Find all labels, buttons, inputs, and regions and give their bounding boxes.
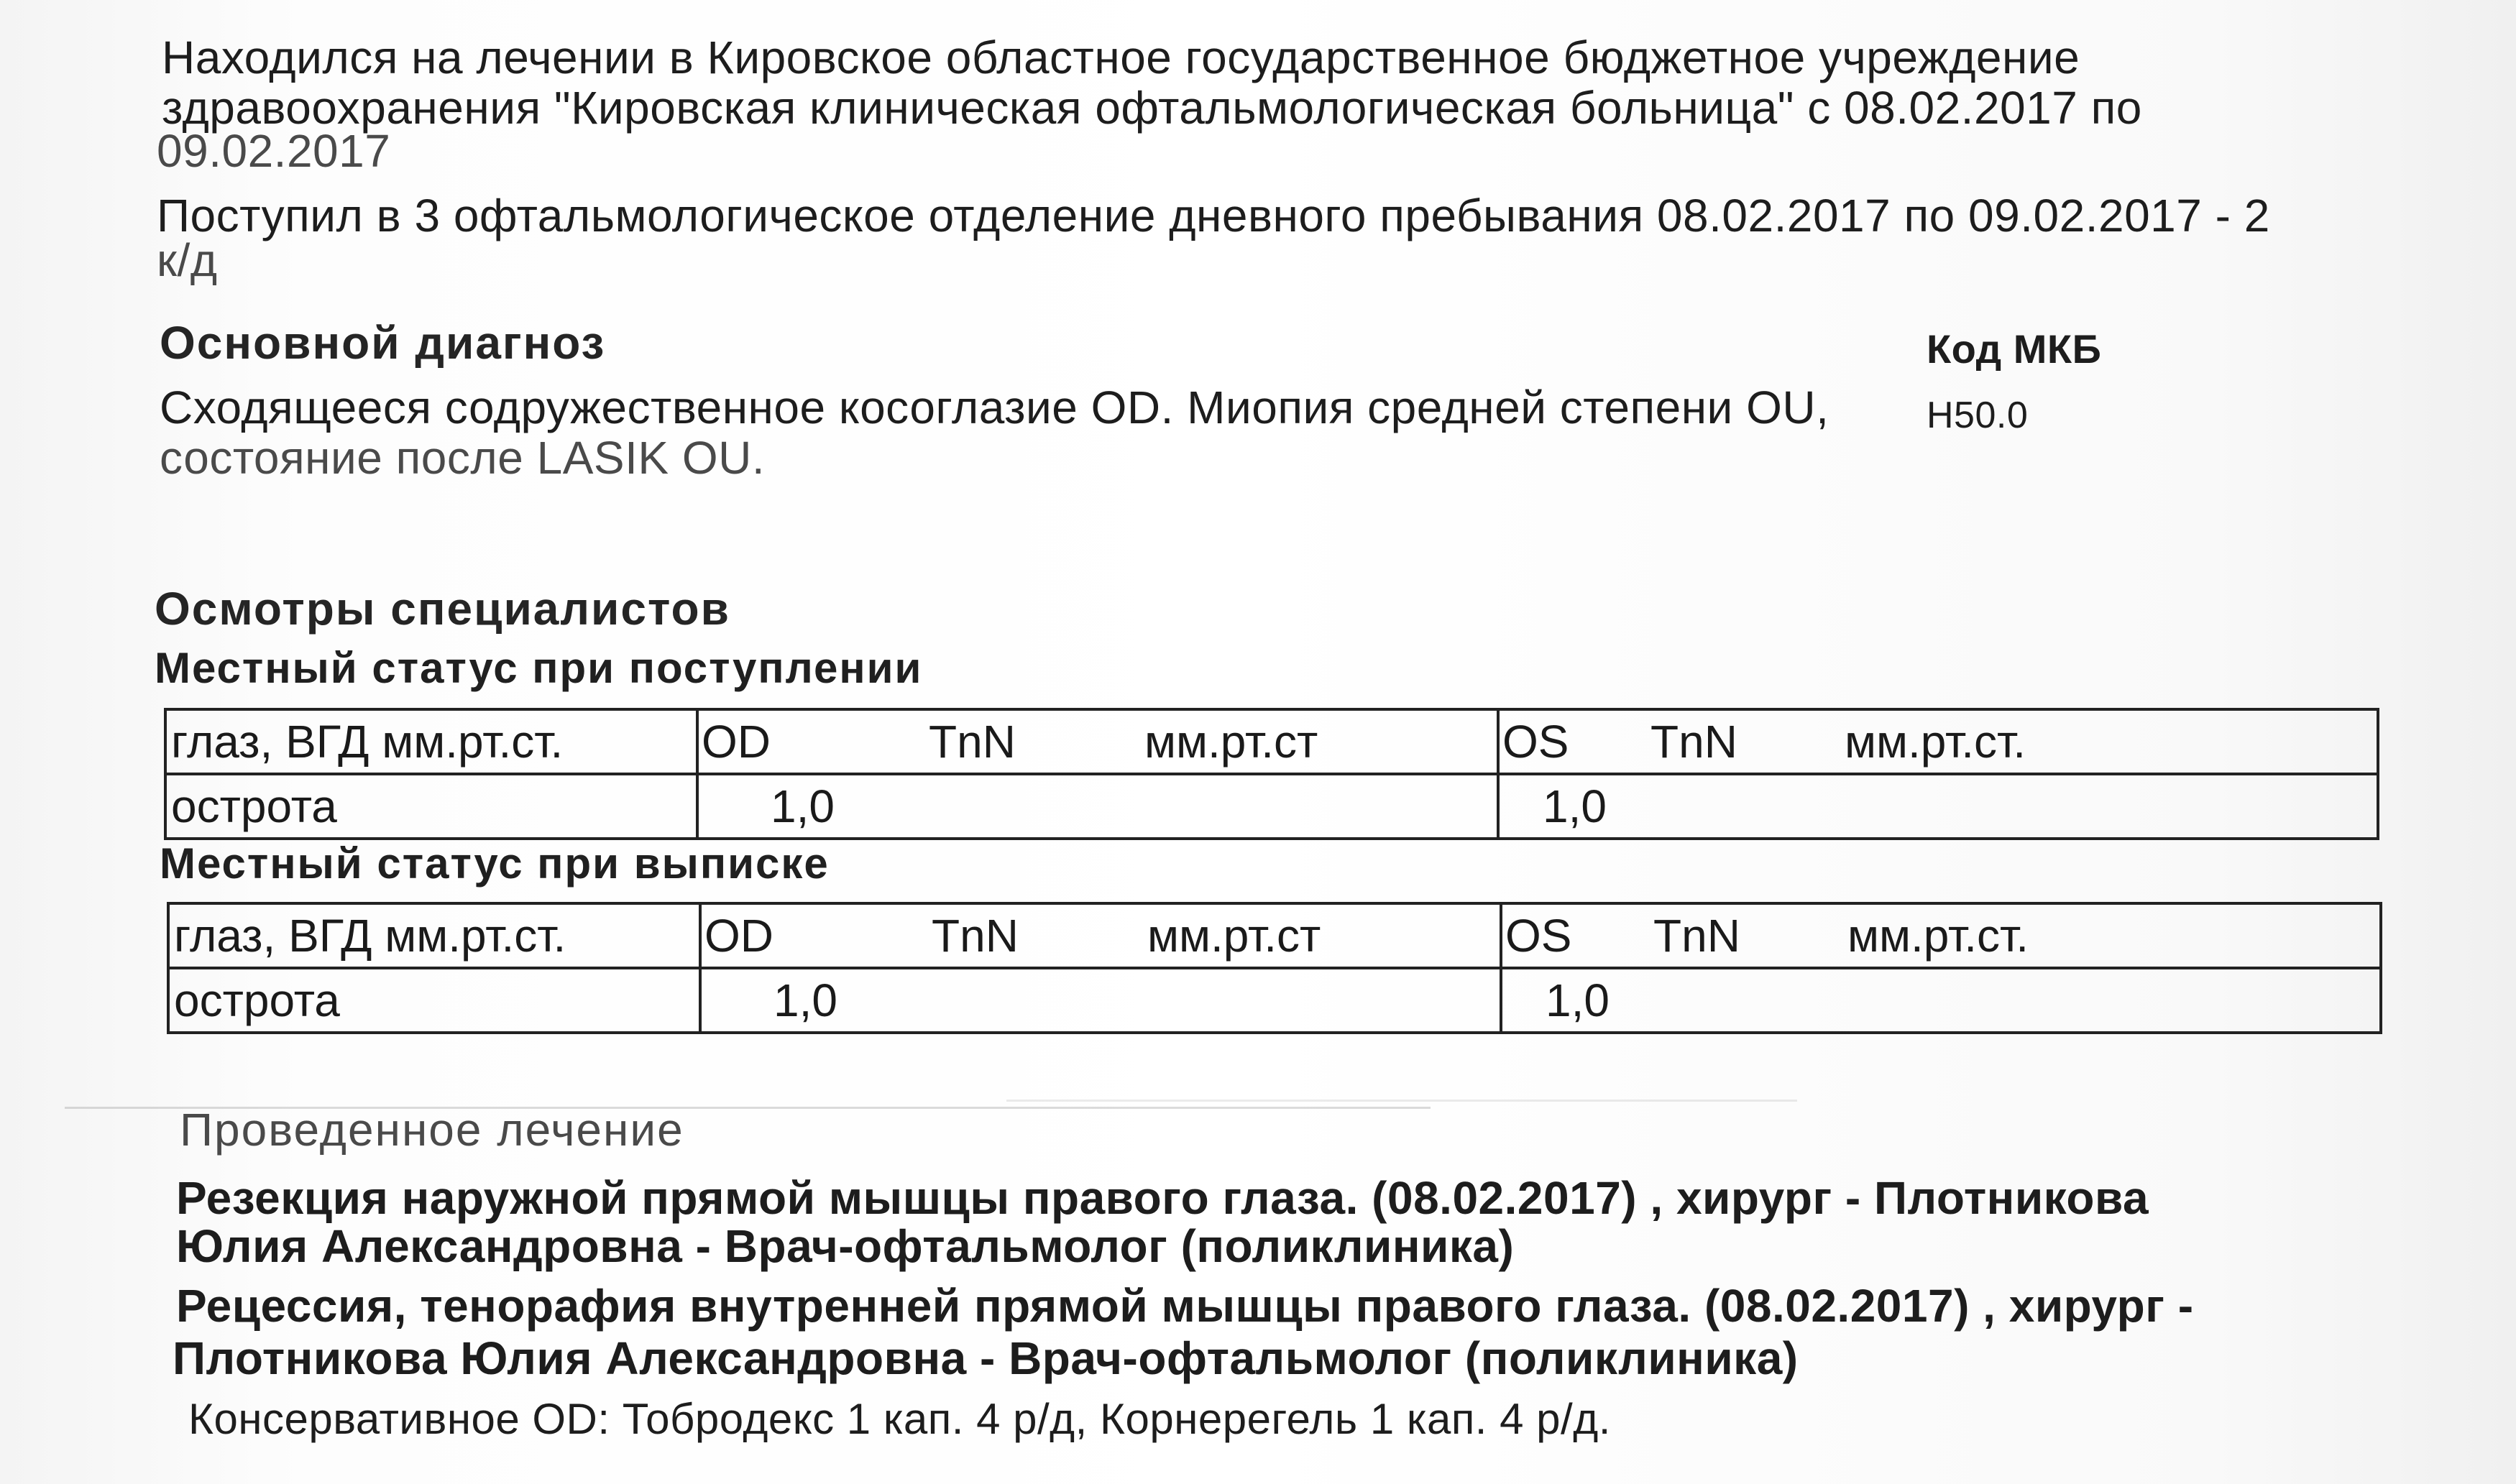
os-unit: мм.рт.ст.	[1847, 910, 2029, 962]
od-tn: TnN	[932, 910, 1019, 962]
os-label: OS	[1505, 910, 1572, 962]
table-row	[165, 709, 2378, 774]
admission-line-2: к/д	[157, 234, 218, 286]
icd-code-title: Код МКБ	[1927, 326, 2102, 372]
od-acuity: 1,0	[771, 780, 835, 832]
table-cell	[700, 903, 1501, 968]
os-tn: TnN	[1650, 716, 1737, 768]
row-label: глаз, ВГД мм.рт.ст.	[174, 910, 566, 962]
od-unit: мм.рт.ст	[1147, 910, 1321, 962]
row-label: острота	[171, 780, 337, 832]
table-cell	[165, 709, 697, 774]
row-label: глаз, ВГД мм.рт.ст.	[171, 716, 564, 768]
diagnosis-text-line-1: Сходящееся содружественное косоглазие OD. Миопия средней степени OU,	[160, 382, 1829, 433]
table-cell	[1501, 968, 2381, 1033]
table-cell	[1498, 774, 2378, 839]
table-cell	[697, 774, 1498, 839]
os-unit: мм.рт.ст.	[1845, 716, 2026, 768]
table-cell	[165, 774, 697, 839]
treatment-item-1-line-2: Юлия Александровна - Врач-офтальмолог (поликлиника)	[176, 1220, 1515, 1272]
od-unit: мм.рт.ст	[1144, 716, 1318, 768]
os-label: OS	[1502, 716, 1569, 768]
exams-title: Осмотры специалистов	[155, 583, 730, 635]
treatment-item-1-line-1: Резекция наружной прямой мышцы правого глаза. (08.02.2017) , хирург - Плотникова	[176, 1172, 2149, 1224]
diagnosis-text-line-2: состояние после LASIK OU.	[160, 432, 766, 484]
od-acuity: 1,0	[773, 974, 837, 1026]
os-tn: TnN	[1653, 910, 1740, 962]
od-label: OD	[702, 716, 771, 768]
discharge-status-title: Местный статус при выписке	[160, 839, 830, 888]
table-cell	[700, 968, 1501, 1033]
admission-status-table	[164, 708, 2379, 840]
treatment-item-2-line-1: Рецессия, тенорафия внутренней прямой мышцы правого глаза. (08.02.2017) , хирург -	[176, 1280, 2194, 1332]
table-cell	[697, 709, 1498, 774]
icd-code: H50.0	[1927, 395, 2029, 436]
scan-artifact	[1006, 1100, 1797, 1102]
discharge-status-table	[167, 902, 2382, 1034]
table-cell	[168, 903, 700, 968]
os-acuity: 1,0	[1546, 974, 1610, 1026]
diagnosis-title: Основной диагноз	[160, 317, 606, 369]
od-tn: TnN	[929, 716, 1016, 768]
table-cell	[1501, 903, 2381, 968]
stay-line-2: здравоохранения "Кировская клиническая офтальмологическая больница" с 08.02.2017 по	[162, 82, 2142, 134]
table-cell	[168, 968, 700, 1033]
treatment-title: Проведенное лечение	[180, 1104, 684, 1156]
od-label: OD	[704, 910, 773, 962]
admission-line-1: Поступил в 3 офтальмологическое отделение дневного пребывания 08.02.2017 по 09.02.2017 - 2	[157, 190, 2270, 241]
admission-status-title: Местный статус при поступлении	[155, 644, 923, 692]
table-cell	[1498, 709, 2378, 774]
conservative-treatment: Консервативное OD: Тобродекс 1 кап. 4 р/д, Корнерегель 1 кап. 4 р/д.	[188, 1395, 1611, 1443]
table-row	[165, 774, 2378, 839]
os-acuity: 1,0	[1543, 780, 1607, 832]
row-label: острота	[174, 974, 340, 1026]
table-row	[168, 968, 2381, 1033]
stay-line-1: Находился на лечении в Кировское областное государственное бюджетное учреждение	[162, 32, 2080, 83]
treatment-item-2-line-2: Плотникова Юлия Александровна - Врач-офтальмолог (поликлиника)	[173, 1332, 1799, 1384]
stay-line-3: 09.02.2017	[157, 125, 391, 177]
table-row	[168, 903, 2381, 968]
